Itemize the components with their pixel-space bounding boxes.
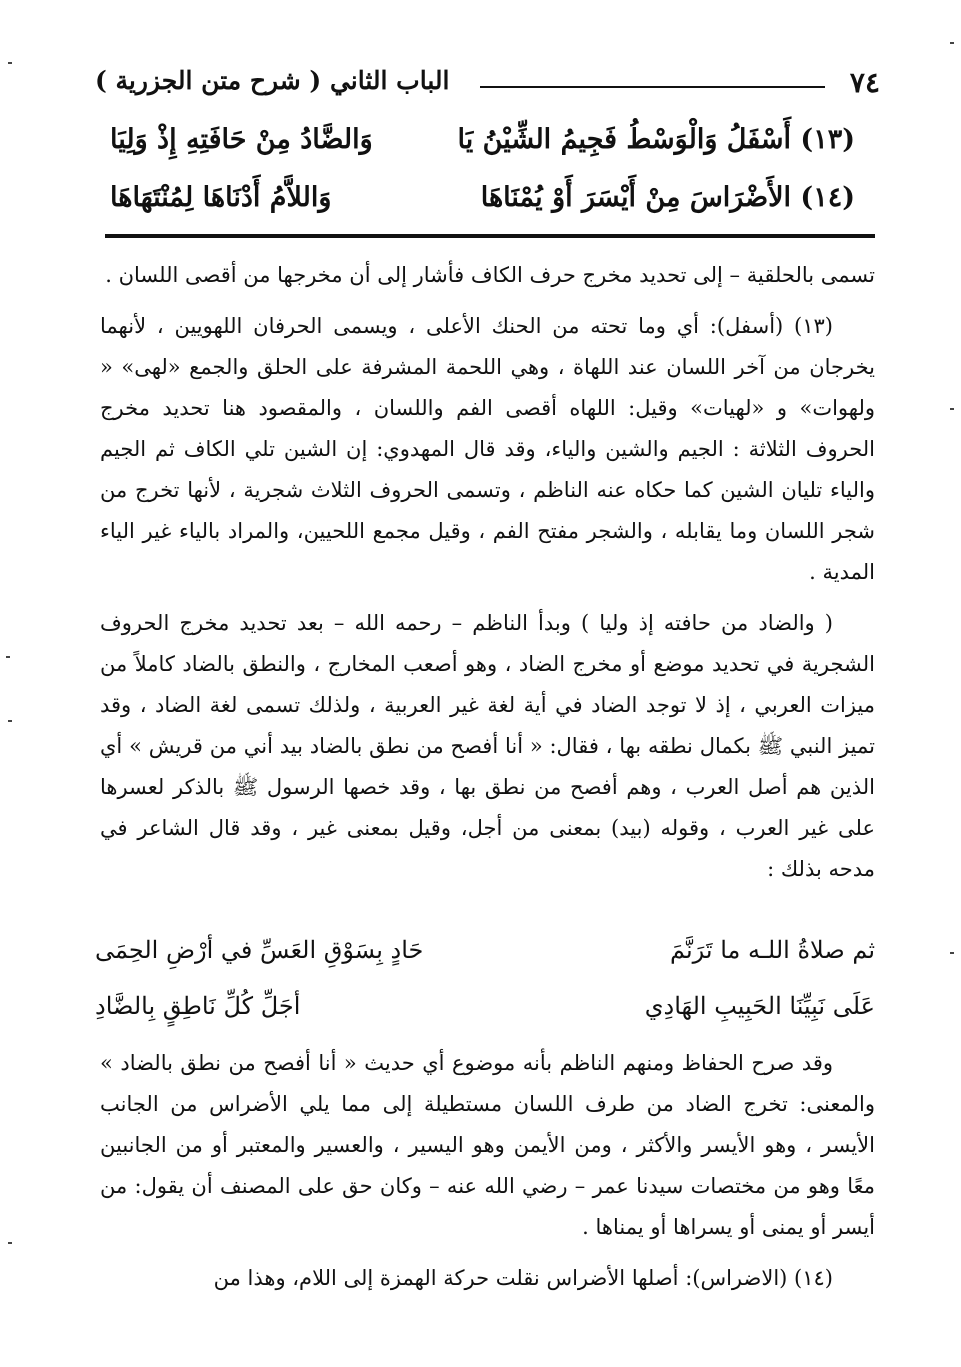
paragraph: تسمى بالحلقية – إلى تحديد مخرج حرف الكاف فأشار إلى أن مخرجها من أقصى اللسان . — [105, 263, 875, 287]
commentary-text — [100, 255, 875, 900]
quoted-poem — [95, 928, 875, 1040]
scan-mark — [8, 62, 12, 64]
verse-row — [110, 118, 855, 176]
running-title: الباب الثاني ( شرح متن الجزرية ) — [95, 66, 450, 95]
page-number: ٧٤ — [849, 66, 880, 99]
scan-mark — [950, 408, 954, 410]
paragraph: وقد صرح الحفاظ ومنهم الناظم بأنه موضوع أي حديث « أنا أفصح من نطق بالضاد » والمعنى: تخرج الضاد من طرف اللسان مستطيلة إلى مما يلي الأضراس من الجانب الأيسر ، وهو الأيسر والأكثر ، ومن الأيمن وهو اليسير ، والعسير والمعتبر أو من الجانبين معًا وهو من مختصات سيدنا عمر – رضي الله عنه – وكان حق على المصنف أن يقول: من أيسر أو يمنى أو يسراها أو يمناها . — [100, 1051, 875, 1239]
page-header — [95, 64, 880, 104]
scan-mark — [950, 42, 954, 44]
verse-second-hemistich: وَاللاَّمُ أَدْنَاهَا لِمُنْتَهَاهَا — [110, 182, 332, 213]
verse-second-hemistich: وَالضَّادُ مِنْ حَافَتِهِ إِذْ وَلِيَا — [110, 124, 373, 155]
verse-separator-rule — [105, 234, 875, 238]
scan-mark — [950, 952, 954, 954]
paragraph: (١٣) (أسفل): أي وما تحته من الحنك الأعلى ، ويسمى الحرفان اللهويين ، لأنهما يخرجان من آخر اللسان عند اللهاة ، وهي اللحمة المشرفة على الحلق والجمع «لهى» « ولهوات» و «لهيات» وقيل: اللهاه أقصى الفم واللسان ، والمقصود هنا تحديد مخرج الحروف الثلاثة : الجيم والشين والياء، وقد قال المهدوي: إن الشين تلي الكاف ثم الجيم والياء تليان الشين كما حكاه عنه الناظم ، وتسمى الحروف الثلاث شجرية ، لأنها تخرج من شجر اللسان وما يقابله ، والشجر مفتح الفم ، وقيل مجمع اللحيين، والمراد بالياء غير الياء المدية . — [100, 314, 875, 584]
scan-mark — [6, 656, 10, 658]
poem-first-hemistich: عَلَى نَبِيِّنَا الحَبِيبِ الهَادِي — [644, 992, 875, 1020]
poem-line — [95, 928, 875, 984]
scan-mark — [8, 720, 12, 722]
poem-second-hemistich: حَادٍ بِسَوْقِ العَسِّ في أرْضِ الحِمَى — [95, 936, 424, 964]
scan-mark — [8, 1242, 12, 1244]
commentary-text-continued — [100, 1043, 875, 1309]
verse-first-hemistich: (١٤) الأَضْرَاسَ مِنْ أَيْسَرَ أَوْ يُمْنَاهَا — [480, 182, 855, 213]
header-rule — [480, 86, 825, 88]
poem-second-hemistich: أجَلِّ كُلِّ نَاطِقٍ بِالضَّادِ — [95, 992, 301, 1020]
paragraph: (١٤) (الاضراس): أصلها الأضراس نقلت حركة الهمزة إلى اللام، وهذا من — [213, 1266, 833, 1290]
verse-first-hemistich: (١٣) أَسْفَلُ وَالْوَسْطُ فَجِيمُ الشِّيْنُ يَا — [457, 124, 855, 155]
poem-first-hemistich: ثم صلاةُ اللـه ما تَرَنَّمَ — [669, 936, 875, 964]
poem-line — [95, 984, 875, 1040]
verse-row — [110, 176, 855, 234]
paragraph: ( والضاد من حافته إذ وليا ) وبدأ الناظم – رحمه الله – بعد تحديد مخرج الحروف الشجرية في تحديد موضع أو مخرج الضاد ، وهو أصعب المخارج ، والنطق بالضاد كاملاً من ميزات العربي ، إذ لا توجد الضاد في أية لغة غير العربية ، ولذلك تسمى لغة الضاد ، وقد تميز النبي ﷺ بكمال نطقه بها ، فقال: « أنا أفصح من نطق بالضاد بيد أني من قريش » أي الذين هم أصل العرب ، وهم أفصح من نطق بها ، وقد خصها الرسول ﷺ بالذكر لعسرها على غير العرب ، وقوله (بيد) بمعنى من أجل، وقيل بمعنى غير ، وقد قال الشاعر في مدحه بذلك : — [100, 611, 875, 881]
matn-verses — [110, 118, 855, 234]
